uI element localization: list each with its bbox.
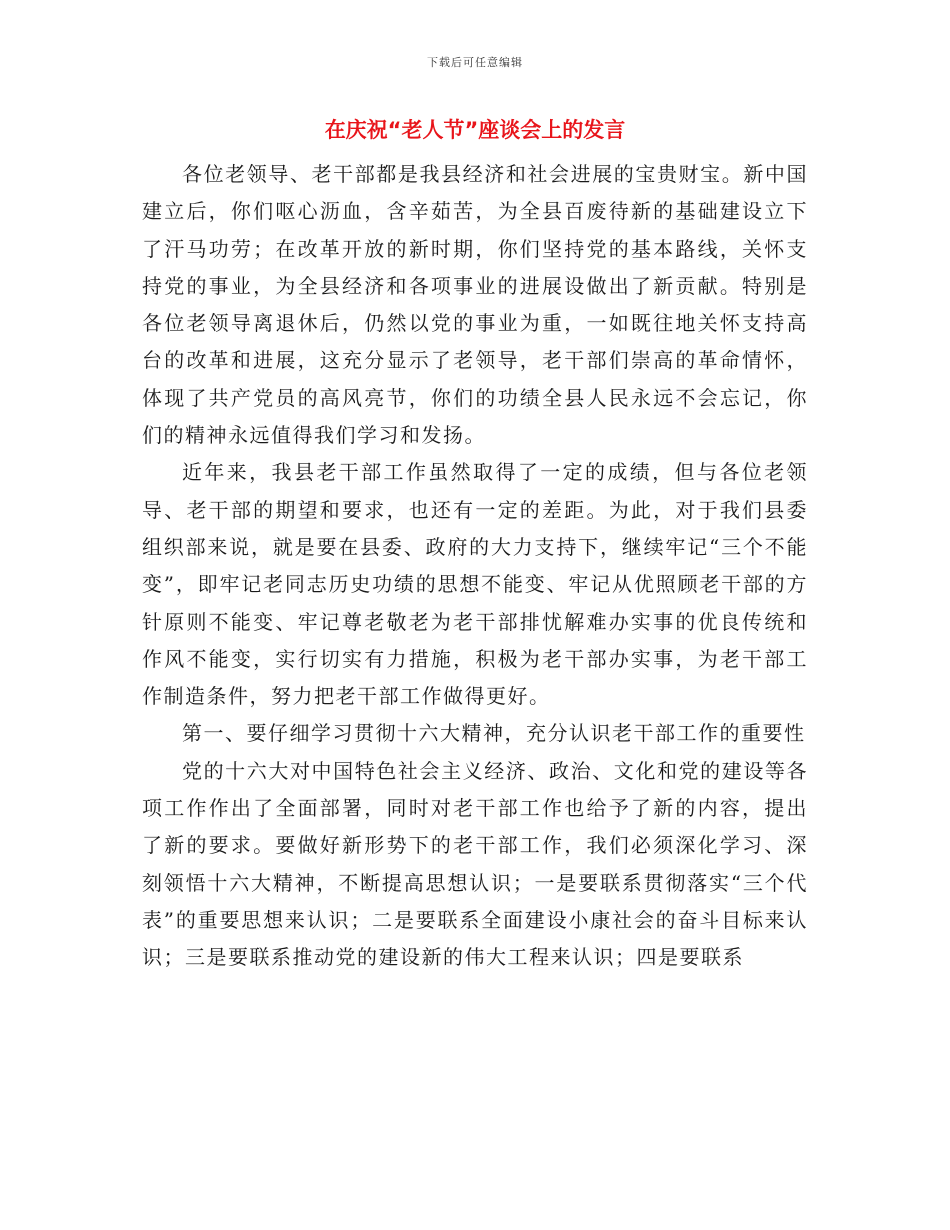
paragraph-3: 党的十六大对中国特色社会主义经济、政治、文化和党的建设等各项工作作出了全面部署，同时对老干部工作也给予了新的内容，提出了新的要求。要做好新形势下的老干部工作，我们必须深化学习、深刻领悟十六大精神，不断提高思想认识；一是要联系贯彻落实“三个代表”的重要思想来认识；二是要联系全面建设小康社会的奋斗目标来认识；三是要联系推动党的建设新的伟大工程来认识；四是要联系 [142,758,808,970]
header-note: 下载后可任意编辑 [427,56,523,69]
document-body [142,156,808,977]
section-heading-1: 第一、要仔细学习贯彻十六大精神，充分认识老干部工作的重要性 [182,721,806,746]
paragraph-1: 各位老领导、老干部都是我县经济和社会进展的宝贵财宝。新中国建立后，你们呕心沥血，含辛茹苦，为全县百废待新的基础建设立下了汗马功劳；在改革开放的新时期，你们坚持党的基本路线，关怀支持党的事业，为全县经济和各项事业的进展设做出了新贡献。特别是各位老领导离退休后，仍然以党的事业为重，一如既往地关怀支持高台的改革和进展，这充分显示了老领导，老干部们崇高的革命情怀，体现了共产党员的高风亮节，你们的功绩全县人民永远不会忘记，你们的精神永远值得我们学习和发扬。 [142,162,808,448]
paragraph-2: 近年来，我县老干部工作虽然取得了一定的成绩，但与各位老领导、老干部的期望和要求，也还有一定的差距。为此，对于我们县委组织部来说，就是要在县委、政府的大力支持下，继续牢记“三个不能变”，即牢记老同志历史功绩的思想不能变、牢记从优照顾老干部的方针原则不能变、牢记尊老敬老为老干部排忧解难办实事的优良传统和作风不能变，实行切实有力措施，积极为老干部办实事，为老干部工作制造条件，努力把老干部工作做得更好。 [142,460,808,709]
document-title: 在庆祝“老人节”座谈会上的发言 [324,118,626,142]
